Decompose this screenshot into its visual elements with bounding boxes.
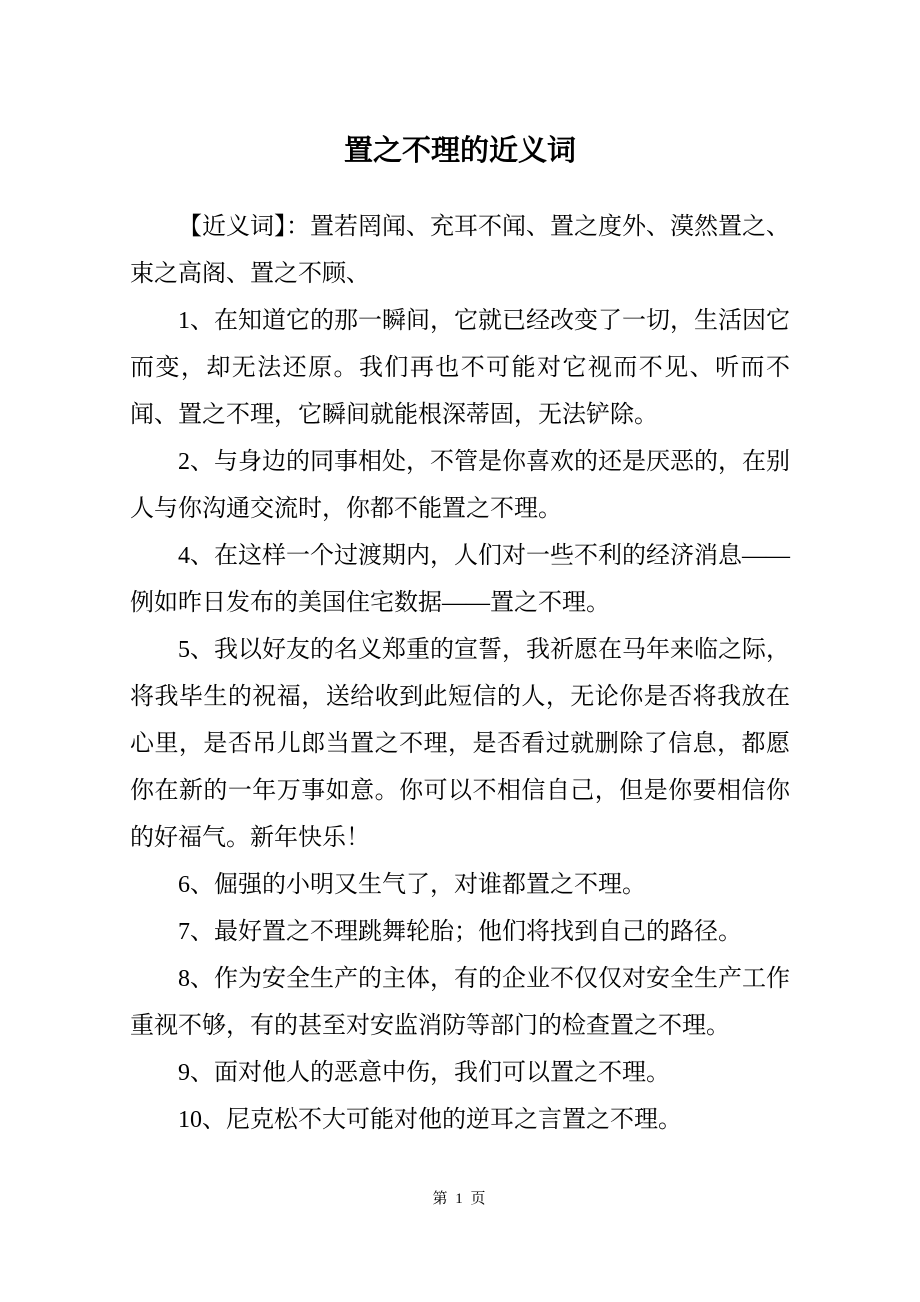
paragraph-item-10: 10、尼克松不大可能对他的逆耳之言置之不理。 bbox=[178, 1107, 682, 1133]
paragraph-item-6: 6、倔强的小明又生气了，对谁都置之不理。 bbox=[178, 872, 646, 898]
document-body bbox=[130, 204, 790, 1144]
paragraph-item-2: 2、与身边的同事相处，不管是你喜欢的还是厌恶的，在别人与你沟通交流时，你都不能置之不理。 bbox=[130, 449, 790, 522]
paragraph-item-8: 8、作为安全生产的主体，有的企业不仅仅对安全生产工作重视不够，有的甚至对安监消防等部门的检查置之不理。 bbox=[130, 966, 790, 1039]
paragraph-item-4: 4、在这样一个过渡期内，人们对一些不利的经济消息——例如昨日发布的美国住宅数据——置之不理。 bbox=[130, 543, 790, 616]
paragraph-item-1: 1、在知道它的那一瞬间，它就已经改变了一切，生活因它而变，却无法还原。我们再也不可能对它视而不见、听而不闻、置之不理，它瞬间就能根深蒂固，无法铲除。 bbox=[130, 308, 790, 428]
page-title: 置之不理的近义词 bbox=[343, 135, 576, 167]
page-number: 第 1 页 bbox=[432, 1191, 488, 1207]
paragraph-item-9: 9、面对他人的恶意中伤，我们可以置之不理。 bbox=[178, 1060, 670, 1086]
paragraph-item-7: 7、最好置之不理跳舞轮胎；他们将找到自己的路径。 bbox=[178, 919, 742, 945]
paragraph-synonyms-list: 【近义词】：置若罔闻、充耳不闻、置之度外、漠然置之、束之高阁、置之不顾、 bbox=[130, 214, 790, 287]
paragraph-item-5: 5、我以好友的名义郑重的宣誓，我祈愿在马年来临之际，将我毕生的祝福，送给收到此短信的人，无论你是否将我放在心里，是否吊儿郎当置之不理，是否看过就删除了信息，都愿你在新的一年万事如意。你可以不相信自己，但是你要相信你的好福气。新年快乐！ bbox=[130, 637, 790, 851]
